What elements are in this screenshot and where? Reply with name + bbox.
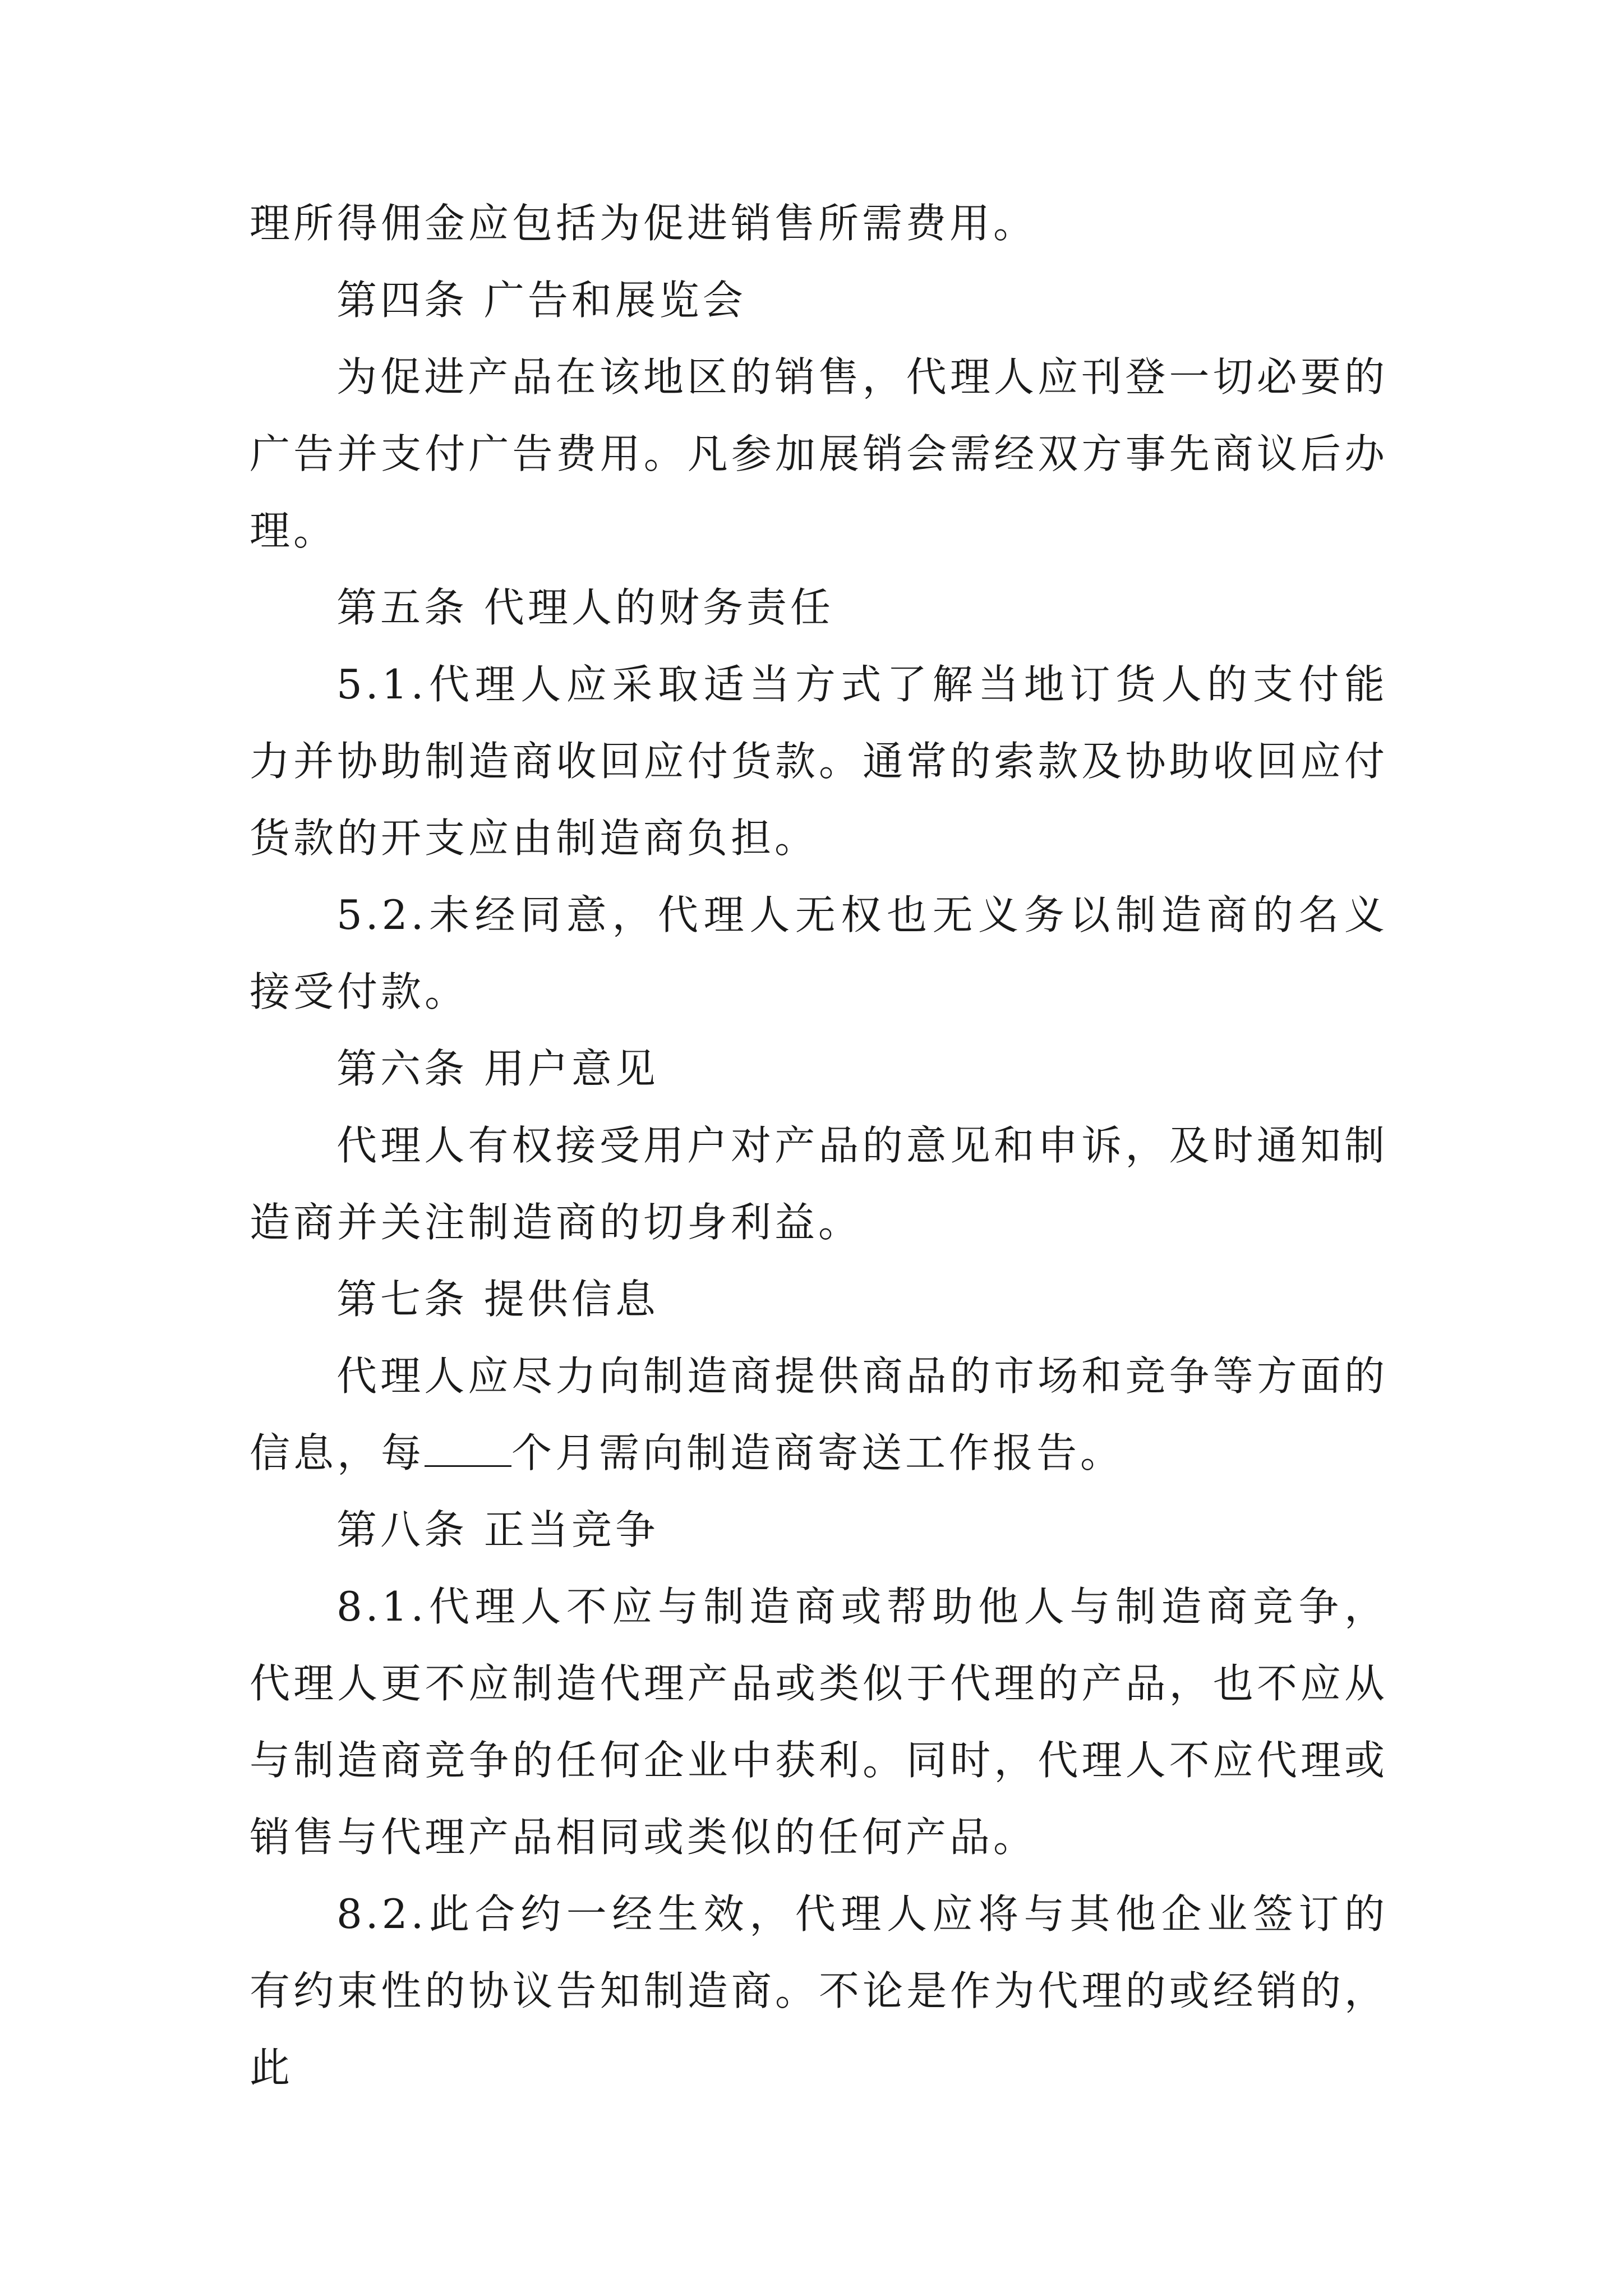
article-4-heading: 第四条 广告和展览会 xyxy=(336,277,746,324)
article-6-heading: 第六条 用户意见 xyxy=(336,1045,659,1092)
article-8-heading: 第八条 正当竞争 xyxy=(336,1506,659,1553)
clause-8-2: 8.2.此合约一经生效，代理人应将与其他企业签订的有约束性的协议告知制造商。不论是作为代理的或经销的，此 xyxy=(250,1890,1388,2091)
article-5-heading: 第五条 代理人的财务责任 xyxy=(336,584,834,631)
article-7-heading: 第七条 提供信息 xyxy=(336,1276,659,1323)
article-6-body: 代理人有权接受用户对产品的意见和申诉，及时通知制造商并关注制造商的切身利益。 xyxy=(250,1122,1388,1246)
paragraph-continuation: 理所得佣金应包括为促进销售所需费用。 xyxy=(250,200,1038,247)
article-4-body: 为促进产品在该地区的销售，代理人应刊登一切必要的广告并支付广告费用。凡参加展销会需经双方事先商议后办理。 xyxy=(250,353,1388,554)
clause-8-1: 8.1.代理人不应与制造商或帮助他人与制造商竞争，代理人更不应制造代理产品或类似于代理的产品，也不应从与制造商竞争的任何企业中获利。同时，代理人不应代理或销售与代理产品相同或类似的任何产品。 xyxy=(250,1583,1388,1861)
clause-5-1: 5.1.代理人应采取适当方式了解当地订货人的支付能力并协助制造商收回应付货款。通常的索款及协助收回应付货款的开支应由制造商负担。 xyxy=(250,661,1388,862)
clause-5-2: 5.2.未经同意，代理人无权也无义务以制造商的名义接受付款。 xyxy=(250,891,1388,1015)
article-7-body xyxy=(250,1338,1388,1492)
fill-in-blank xyxy=(425,1432,511,1467)
document-body xyxy=(250,185,1388,2106)
article-7-text-before-blank: 代理人应尽力向制造商提供商品的市场和竞争等方面的信息，每 xyxy=(250,1352,1388,1476)
article-7-text-after-blank: 个月需向制造商寄送工作报告。 xyxy=(511,1429,1124,1476)
